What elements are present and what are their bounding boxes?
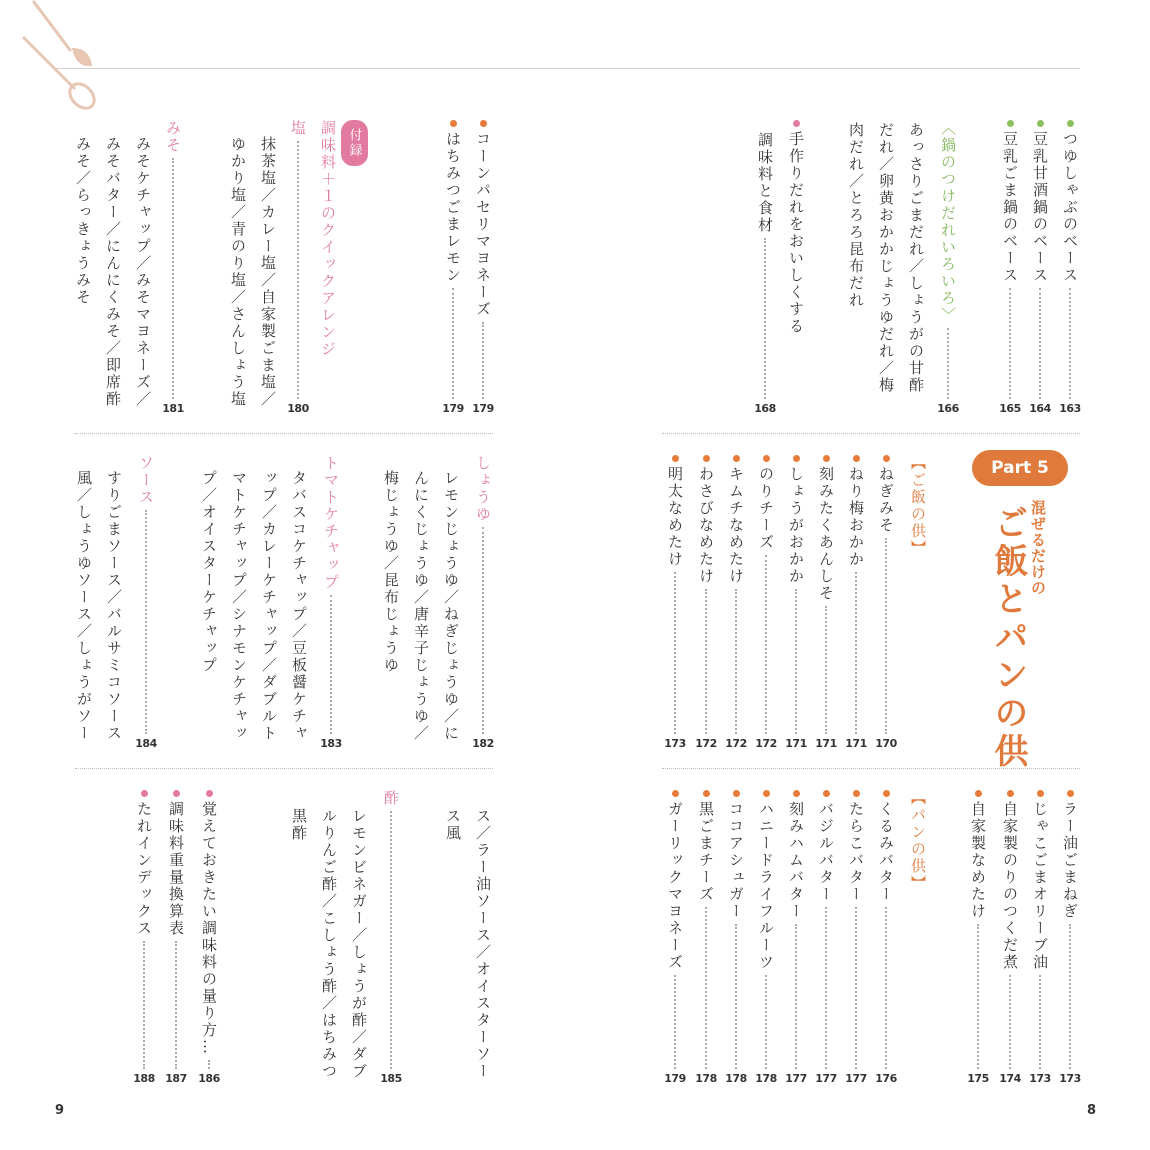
leader-dots — [885, 538, 887, 734]
section-heading: ソース — [137, 455, 155, 506]
toc-entry[interactable] — [753, 790, 779, 1085]
description-line: レモンじょうゆ／ねぎじょうゆ／に — [442, 470, 460, 742]
part-badge: Part 5 — [972, 450, 1068, 486]
description-line: みそ／らっきょうみそ — [74, 136, 92, 306]
toc-entry[interactable] — [813, 455, 839, 750]
description-line: ップ／カレーケチャップ／ダブルト — [260, 470, 278, 742]
entry-title: 覚えておきたい調味料の量り方… — [200, 801, 218, 1056]
bullet-icon — [1037, 120, 1044, 127]
separator — [75, 433, 493, 434]
leader-dots — [452, 288, 454, 399]
entry-title: 刻みハムバター — [787, 801, 805, 920]
leader-dots — [674, 572, 676, 734]
section-heading: 〈鍋のつけだれいろいろ〉 — [939, 120, 957, 324]
page-number: 179 — [472, 402, 494, 415]
toc-entry[interactable] — [662, 455, 688, 750]
leader-dots — [297, 141, 299, 399]
leader-dots — [172, 158, 174, 399]
bullet-icon — [763, 790, 770, 797]
toc-entry-vinegar[interactable] — [378, 790, 404, 1085]
description-line: ゆかり塩／青のり塩／さんしょう塩 — [229, 136, 247, 408]
section-heading: 【パンの供】 — [909, 790, 927, 892]
leader-dots — [482, 527, 484, 734]
leader-dots — [855, 907, 857, 1069]
entry-title: 豆乳甘酒鍋のベース — [1031, 131, 1049, 284]
entry-title: 調味料重量換算表 — [167, 801, 185, 937]
entry-title: ラー油ごまねぎ — [1061, 801, 1079, 920]
entry-title: ねり梅おかか — [847, 466, 865, 568]
page-number: 170 — [875, 737, 897, 750]
leader-dots — [705, 907, 707, 1069]
leader-dots — [947, 328, 949, 399]
leader-dots — [1009, 288, 1011, 399]
bullet-icon — [853, 455, 860, 462]
toc-entry[interactable] — [693, 790, 719, 1085]
description-line: タバスコケチャップ／豆板醤ケチャ — [290, 470, 308, 742]
bullet-icon — [793, 455, 800, 462]
leader-dots — [765, 555, 767, 734]
entry-title: ガーリックマヨネーズ — [666, 801, 684, 971]
toc-entry[interactable] — [131, 790, 157, 1085]
bullet-icon — [173, 790, 180, 797]
page-number: 173 — [1029, 1072, 1051, 1085]
bullet-icon — [883, 790, 890, 797]
leader-dots — [1069, 288, 1071, 399]
section-heading: しょうゆ — [474, 455, 492, 523]
page-number: 171 — [785, 737, 807, 750]
toc-entry[interactable] — [997, 790, 1023, 1085]
utensils-icon — [12, 0, 102, 115]
toc-entry[interactable] — [965, 790, 991, 1085]
bullet-icon — [141, 790, 148, 797]
page-number: 186 — [198, 1072, 220, 1085]
bullet-icon — [1007, 790, 1014, 797]
toc-entry[interactable] — [873, 455, 899, 750]
bullet-icon — [733, 455, 740, 462]
page-number: 178 — [725, 1072, 747, 1085]
page-number: 177 — [785, 1072, 807, 1085]
toc-entry[interactable] — [662, 790, 688, 1085]
description-line: 梅じょうゆ／昆布じょうゆ — [382, 470, 400, 674]
leader-dots — [390, 811, 392, 1069]
toc-entry[interactable] — [752, 132, 778, 415]
bullet-icon — [1067, 120, 1074, 127]
entry-title: つゆしゃぶのベース — [1061, 131, 1079, 284]
part-subtitle: 混ぜるだけの — [1029, 500, 1047, 596]
page-number: 171 — [815, 737, 837, 750]
leader-dots — [825, 907, 827, 1069]
bullet-icon — [733, 790, 740, 797]
leader-dots — [143, 941, 145, 1069]
section-heading: 【ご飯の供】 — [909, 455, 927, 557]
leader-dots — [1039, 975, 1041, 1069]
bullet-icon — [450, 120, 457, 127]
page-number: 185 — [380, 1072, 402, 1085]
toc-entry[interactable] — [1027, 120, 1053, 415]
toc-entry[interactable] — [843, 790, 869, 1085]
toc-entry-appendix[interactable] — [341, 120, 367, 415]
section-heading: 調味料＋１のクイックアレンジ — [319, 120, 337, 358]
entry-title: 豆乳ごま鍋のベース — [1001, 131, 1019, 284]
page-number-right: 8 — [1087, 1103, 1097, 1118]
toc-entry[interactable] — [843, 455, 869, 750]
description-line: 黒酢 — [290, 808, 308, 842]
leader-dots — [1009, 975, 1011, 1069]
leader-dots — [1039, 288, 1041, 399]
toc-entry[interactable] — [813, 790, 839, 1085]
bullet-icon — [703, 790, 710, 797]
toc-entry[interactable] — [693, 455, 719, 750]
bullet-icon — [823, 790, 830, 797]
description-line: あっさりごまだれ／しょうがの甘酢 — [907, 122, 925, 394]
bullet-icon — [703, 455, 710, 462]
bullet-icon — [975, 790, 982, 797]
page-number: 184 — [135, 737, 157, 750]
leader-dots — [330, 595, 332, 734]
toc-entry-sauce[interactable] — [133, 455, 159, 750]
toc-entry[interactable] — [783, 120, 809, 350]
description-line: だれ／卵黄おかかじょうゆだれ／梅 — [877, 122, 895, 394]
bullet-icon — [1007, 120, 1014, 127]
page-number: 164 — [1029, 402, 1051, 415]
page-number: 183 — [320, 737, 342, 750]
entry-title: 自家製なめたけ — [969, 801, 987, 920]
bullet-icon — [853, 790, 860, 797]
page-number: 178 — [755, 1072, 777, 1085]
page-number: 180 — [287, 402, 309, 415]
toc-entry[interactable] — [783, 455, 809, 750]
entry-title: ねぎみそ — [877, 466, 895, 534]
leader-dots — [825, 606, 827, 734]
page-number: 179 — [664, 1072, 686, 1085]
bullet-icon — [823, 455, 830, 462]
page-number: 165 — [999, 402, 1021, 415]
bullet-icon — [763, 455, 770, 462]
entry-title: 黒ごまチーズ — [697, 801, 715, 903]
entry-title: しょうがおかか — [787, 466, 805, 585]
description-line: ス／ラー油ソース／オイスターソー — [474, 808, 492, 1080]
section-heading: みそ — [164, 120, 182, 154]
page-number: 166 — [937, 402, 959, 415]
leader-dots — [145, 510, 147, 734]
description-line: んにくじょうゆ／唐辛子じょうゆ／ — [412, 470, 430, 742]
toc-entry[interactable] — [1057, 120, 1083, 415]
leader-dots — [208, 1060, 210, 1069]
leader-dots — [977, 924, 979, 1069]
bullet-icon — [1067, 790, 1074, 797]
leader-dots — [795, 924, 797, 1069]
leader-dots — [855, 572, 857, 734]
page-number: 168 — [754, 402, 776, 415]
description-line: 肉だれ／とろろ昆布だれ — [847, 122, 865, 309]
entry-title: コーンパセリマヨネーズ — [474, 131, 492, 318]
toc-entry[interactable] — [1057, 790, 1083, 1085]
entry-title: バジルバター — [817, 801, 835, 903]
description-line: みそケチャップ／みそマヨネーズ／ — [134, 136, 152, 408]
description-line: ルりんご酢／こしょう酢／はちみつ — [320, 808, 338, 1080]
page-number: 177 — [815, 1072, 837, 1085]
entry-title: くるみバター — [877, 801, 895, 903]
toc-entry[interactable] — [753, 455, 779, 750]
description-line: レモンビネガー／しょうが酢／ダブ — [350, 808, 368, 1080]
toc-entry[interactable] — [723, 455, 749, 750]
page-number: 179 — [442, 402, 464, 415]
page-number: 174 — [999, 1072, 1021, 1085]
entry-title: たらこバター — [847, 801, 865, 903]
separator — [662, 433, 1080, 434]
toc-entry-salt[interactable] — [285, 120, 311, 415]
toc-entry[interactable] — [1027, 790, 1053, 1085]
description-line: 風／しょうゆソース／しょうがソー — [75, 470, 93, 742]
bullet-icon — [672, 455, 679, 462]
leader-dots — [885, 907, 887, 1069]
toc-entry-hotpot[interactable] — [935, 120, 961, 415]
header-rule — [55, 68, 1080, 69]
description-line: ス風 — [444, 808, 462, 842]
leader-dots — [175, 941, 177, 1069]
toc-entry-miso[interactable] — [160, 120, 186, 415]
bullet-icon — [1037, 790, 1044, 797]
description-line: マトケチャップ／シナモンケチャッ — [230, 470, 248, 742]
leader-dots — [735, 924, 737, 1069]
leader-dots — [482, 322, 484, 399]
part-title: ご飯とパンの供 — [988, 505, 1028, 771]
entry-title: ココアシュガー — [727, 801, 745, 920]
bullet-icon — [793, 120, 800, 127]
page-number: 163 — [1059, 402, 1081, 415]
leader-dots — [705, 589, 707, 734]
page-number: 172 — [725, 737, 747, 750]
section-heading: 酢 — [382, 790, 400, 807]
entry-title: はちみつごまレモン — [444, 131, 462, 284]
page-number: 187 — [165, 1072, 187, 1085]
separator — [75, 768, 493, 769]
page-number: 171 — [845, 737, 867, 750]
appendix-tag: 付録 — [341, 120, 368, 166]
entry-title: ハニードライフルーツ — [757, 801, 775, 971]
bullet-icon — [793, 790, 800, 797]
bullet-icon — [672, 790, 679, 797]
leader-dots — [674, 975, 676, 1069]
entry-title: わさびなめたけ — [697, 466, 715, 585]
leader-dots — [735, 589, 737, 734]
entry-title: キムチなめたけ — [727, 466, 745, 585]
toc-entry[interactable] — [783, 790, 809, 1085]
page-number: 178 — [695, 1072, 717, 1085]
description-line: プ／オイスターケチャップ — [200, 470, 218, 674]
page-number: 176 — [875, 1072, 897, 1085]
toc-entry[interactable] — [440, 120, 466, 415]
toc-entry-appendix[interactable] — [315, 120, 341, 415]
entry-title: 自家製のりのつくだ煮 — [1001, 801, 1019, 971]
leader-dots — [795, 589, 797, 734]
toc-entry[interactable] — [723, 790, 749, 1085]
entry-title: 刻みたくあんしそ — [817, 466, 835, 602]
entry-title: 調味料と食材 — [756, 132, 774, 234]
toc-entry-ketchup[interactable] — [318, 455, 344, 750]
toc-entry-shoyu[interactable] — [470, 455, 496, 750]
leader-dots — [1069, 924, 1071, 1069]
page-number: 173 — [1059, 1072, 1081, 1085]
bullet-icon — [206, 790, 213, 797]
entry-title: 明太なめたけ — [666, 466, 684, 568]
entry-title: 手作りだれをおいしくする — [787, 131, 805, 335]
toc-entry[interactable] — [997, 120, 1023, 415]
description-line: すりごまソース／バルサミコソース — [105, 470, 123, 742]
toc-entry[interactable] — [470, 120, 496, 415]
section-heading: トマトケチャップ — [322, 455, 340, 591]
entry-title: たれインデックス — [135, 801, 153, 937]
bullet-icon — [480, 120, 487, 127]
page-number: 175 — [967, 1072, 989, 1085]
page-number: 188 — [133, 1072, 155, 1085]
description-line: 抹茶塩／カレー塩／自家製ごま塩／ — [259, 136, 277, 408]
page-number: 173 — [664, 737, 686, 750]
description-line: みそバター／にんにくみそ／即席酢 — [104, 136, 122, 408]
leader-dots — [765, 975, 767, 1069]
page-number-left: 9 — [55, 1103, 65, 1118]
leader-dots — [764, 238, 766, 399]
page-number: 182 — [472, 737, 494, 750]
page-number: 177 — [845, 1072, 867, 1085]
page-number: 172 — [695, 737, 717, 750]
toc-entry[interactable] — [873, 790, 899, 1085]
entry-title: じゃこごまオリーブ油 — [1031, 801, 1049, 971]
section-heading: 塩 — [289, 120, 307, 137]
bullet-icon — [883, 455, 890, 462]
page-number: 181 — [162, 402, 184, 415]
entry-title: のりチーズ — [757, 466, 775, 551]
page-number: 172 — [755, 737, 777, 750]
toc-entry[interactable] — [196, 790, 222, 1085]
toc-entry[interactable] — [163, 790, 189, 1085]
